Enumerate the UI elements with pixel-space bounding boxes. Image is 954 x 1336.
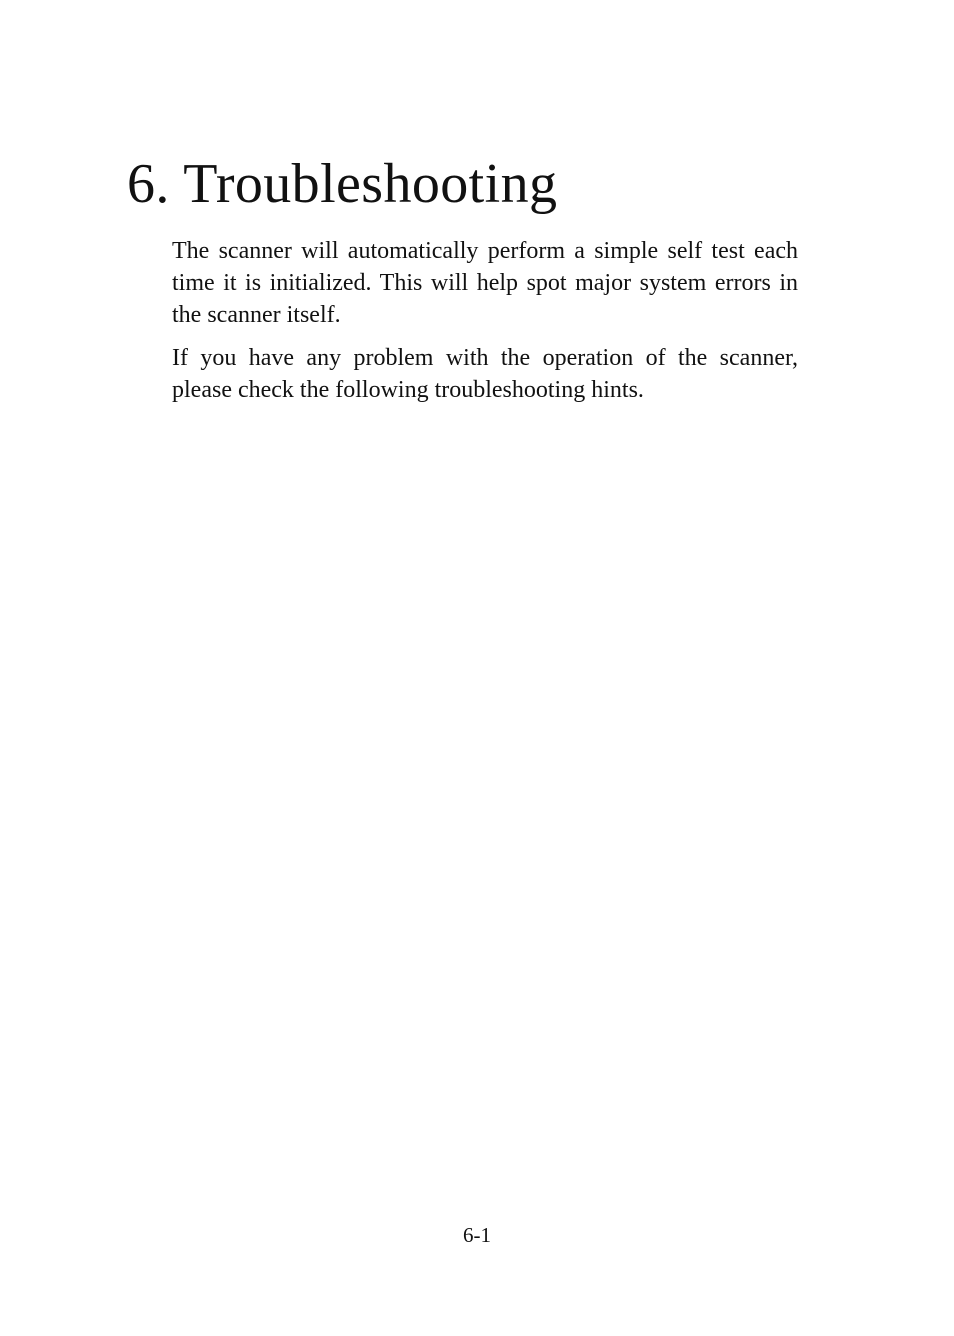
page-number: 6-1 xyxy=(463,1223,491,1247)
paragraph-self-test: The scanner will automatically perform a simple self test each time it is initialized. This will help spot major system errors in the scanner itself. xyxy=(172,238,798,328)
body-text xyxy=(172,235,798,417)
paragraph-troubleshooting-hints: If you have any problem with the operation of the scanner, please check the following troubleshooting hints. xyxy=(172,345,798,403)
chapter-title: 6. Troubleshooting xyxy=(127,153,558,215)
